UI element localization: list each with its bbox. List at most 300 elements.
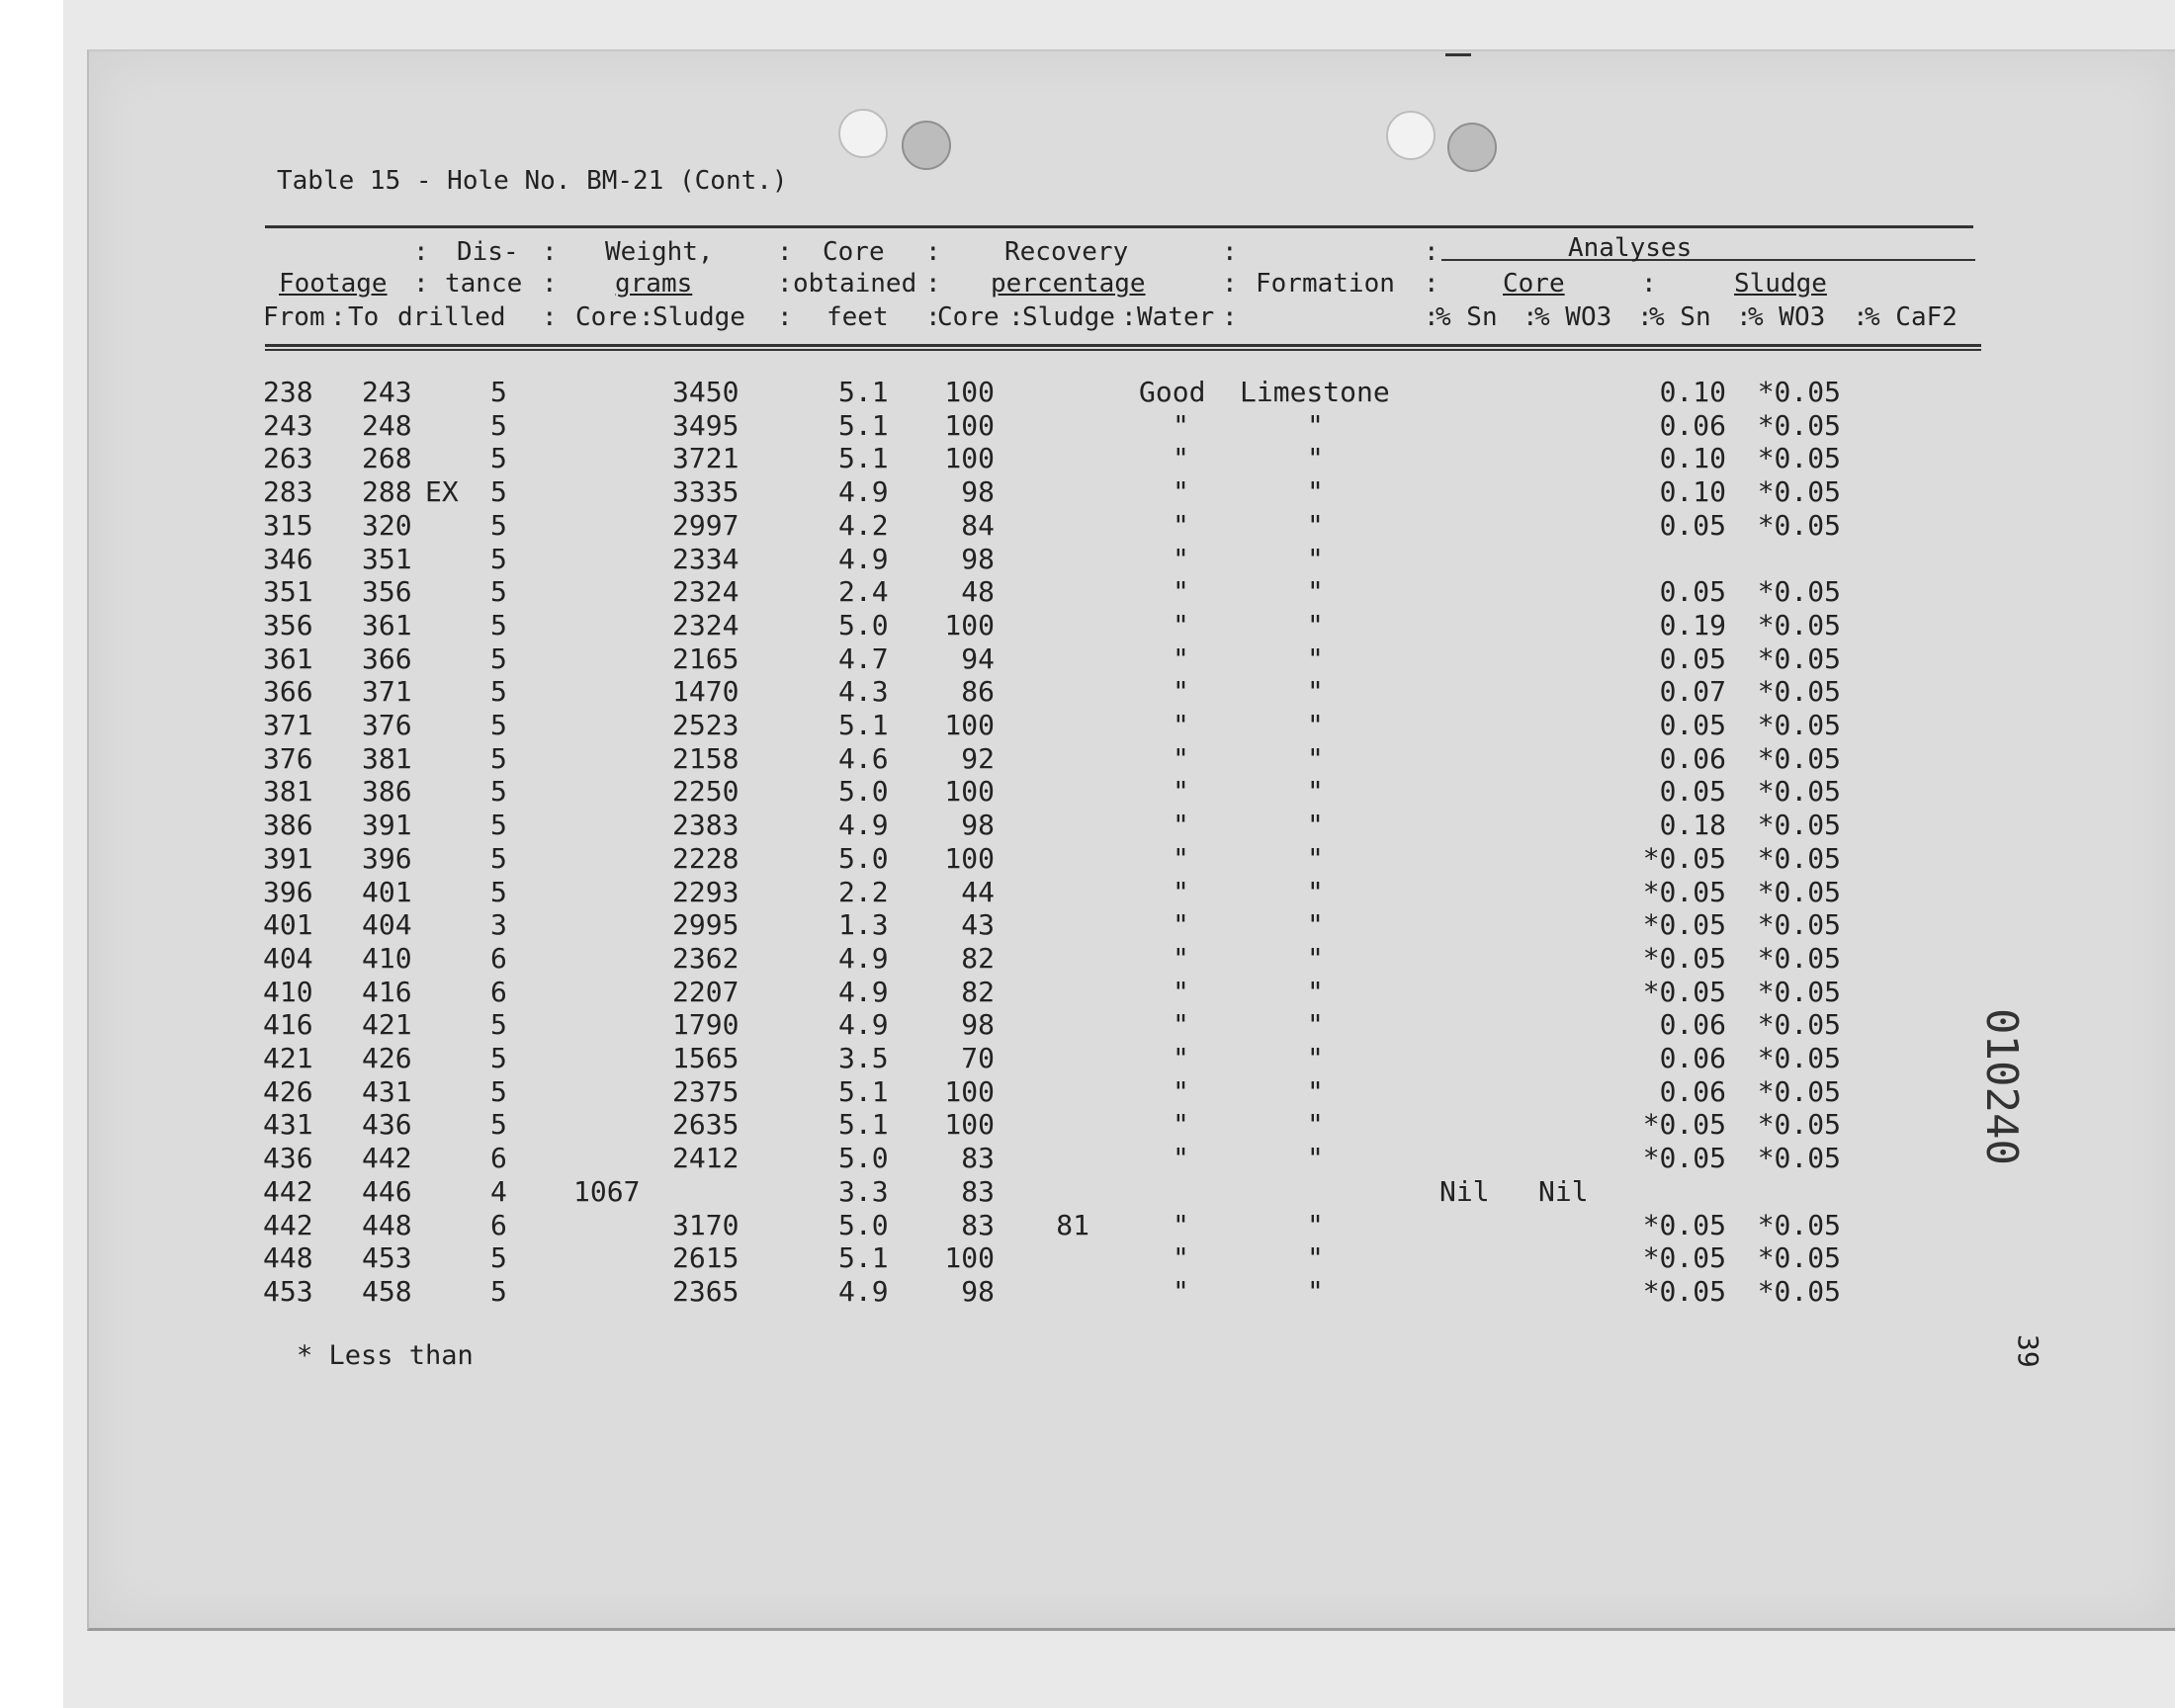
- cell-to: 386: [362, 775, 412, 809]
- cell-water: ": [1173, 1008, 1189, 1042]
- cell-wsludge: 2158: [672, 741, 740, 775]
- cell-feet: 5.1: [838, 376, 889, 408]
- cell-ssn: *0.05: [1642, 841, 1726, 875]
- cell-swo3: *0.05: [1757, 875, 1841, 908]
- cell-from: 243: [263, 408, 313, 442]
- cell-swo3: *0.05: [1757, 1274, 1841, 1308]
- cell-from: 416: [263, 1008, 313, 1042]
- cell-water: ": [1173, 741, 1189, 775]
- separator: :: [413, 237, 429, 267]
- page-number: 39: [2012, 1334, 2044, 1368]
- cell-swo3: *0.05: [1757, 841, 1841, 875]
- cell-from: 351: [263, 575, 313, 609]
- cell-to: 448: [362, 1208, 412, 1241]
- cell-formation: ": [1307, 475, 1324, 509]
- cell-feet: 4.9: [838, 542, 889, 575]
- cell-rcore: 100: [944, 709, 995, 741]
- separator: :: [777, 237, 793, 267]
- cell-feet: 4.2: [838, 508, 889, 542]
- cell-feet: 5.1: [838, 1108, 889, 1142]
- cell-formation: ": [1307, 709, 1324, 741]
- cell-swo3: *0.05: [1757, 1142, 1841, 1175]
- separator: :: [413, 269, 429, 299]
- cell-swo3: *0.05: [1757, 475, 1841, 509]
- cell-to: 426: [362, 1042, 412, 1074]
- cell-rcore: 48: [961, 575, 995, 609]
- cell-to: 243: [362, 376, 412, 408]
- header-sludge-wo3: % WO3: [1748, 302, 1826, 332]
- cell-feet: 5.0: [838, 1208, 889, 1241]
- cell-formation: ": [1307, 1074, 1324, 1108]
- punch-hole: [1386, 111, 1436, 160]
- cell-dist: 6: [490, 941, 507, 975]
- header-weight-sludge: Sludge: [652, 302, 745, 332]
- cell-formation: ": [1307, 442, 1324, 475]
- cell-dist: 6: [490, 1208, 507, 1241]
- cell-to: 366: [362, 641, 412, 675]
- cell-formation: ": [1307, 809, 1324, 842]
- separator: :: [1736, 302, 1752, 332]
- cell-to: 410: [362, 941, 412, 975]
- cell-rcore: 83: [961, 1208, 995, 1241]
- cell-feet: 2.4: [838, 575, 889, 609]
- cell-rcore: 92: [961, 741, 995, 775]
- scan-margin: [0, 0, 63, 1708]
- cell-from: 346: [263, 542, 313, 575]
- cell-feet: 4.7: [838, 641, 889, 675]
- cell-feet: 5.1: [838, 442, 889, 475]
- cell-feet: 3.3: [838, 1174, 889, 1208]
- cell-from: 453: [263, 1274, 313, 1308]
- cell-from: 381: [263, 775, 313, 809]
- cell-swo3: *0.05: [1757, 809, 1841, 842]
- cell-ex: EX: [425, 475, 459, 509]
- cell-ssn: 0.10: [1659, 442, 1726, 475]
- cell-to: 421: [362, 1008, 412, 1042]
- header-core-wo3: % WO3: [1534, 302, 1612, 332]
- cell-formation: ": [1307, 875, 1324, 908]
- separator: :: [777, 302, 793, 332]
- cell-rcore: 100: [944, 1108, 995, 1142]
- header-feet: feet: [826, 302, 889, 332]
- cell-dist: 5: [490, 675, 507, 709]
- header-obtained: obtained: [793, 269, 917, 299]
- cell-wsludge: 3335: [672, 475, 740, 509]
- cell-from: 391: [263, 841, 313, 875]
- cell-swo3: *0.05: [1757, 1241, 1841, 1275]
- cell-rcore: 98: [961, 1008, 995, 1042]
- cell-rcore: 86: [961, 675, 995, 709]
- cell-feet: 5.1: [838, 408, 889, 442]
- header-recovery: Recovery: [1004, 237, 1129, 267]
- cell-ssn: 0.06: [1659, 1074, 1726, 1108]
- header-bottom-rule-2: [265, 349, 1981, 351]
- cell-from: 315: [263, 508, 313, 542]
- cell-rcore: 83: [961, 1174, 995, 1208]
- cell-rcore: 100: [944, 841, 995, 875]
- separator: :: [330, 302, 346, 332]
- separator: :: [1008, 302, 1024, 332]
- header-top-rule: [265, 225, 1973, 228]
- cell-swo3: *0.05: [1757, 508, 1841, 542]
- cell-feet: 4.3: [838, 675, 889, 709]
- cell-ssn: 0.06: [1659, 408, 1726, 442]
- cell-water: ": [1173, 709, 1189, 741]
- cell-water: ": [1173, 1074, 1189, 1108]
- cell-rcore: 100: [944, 608, 995, 641]
- cell-to: 436: [362, 1108, 412, 1142]
- cell-water: ": [1173, 775, 1189, 809]
- cell-csn: Nil: [1439, 1174, 1490, 1208]
- cell-water: ": [1173, 1142, 1189, 1175]
- separator: :: [542, 237, 558, 267]
- cell-water: ": [1173, 841, 1189, 875]
- separator: :: [1222, 302, 1238, 332]
- cell-ssn: 0.19: [1659, 608, 1726, 641]
- cell-rcore: 100: [944, 408, 995, 442]
- cell-wsludge: 2165: [672, 641, 740, 675]
- cell-water: ": [1173, 608, 1189, 641]
- cell-feet: 1.3: [838, 908, 889, 942]
- cell-wsludge: 2228: [672, 841, 740, 875]
- header-weight-core: Core: [575, 302, 638, 332]
- cell-ssn: *0.05: [1642, 1274, 1726, 1308]
- cell-ssn: 0.18: [1659, 809, 1726, 842]
- cell-dist: 5: [490, 542, 507, 575]
- cell-from: 386: [263, 809, 313, 842]
- cell-wsludge: 2615: [672, 1241, 740, 1275]
- cell-dist: 5: [490, 1008, 507, 1042]
- cell-feet: 5.1: [838, 709, 889, 741]
- cell-ssn: *0.05: [1642, 875, 1726, 908]
- cell-rcore: 98: [961, 475, 995, 509]
- cell-from: 426: [263, 1074, 313, 1108]
- cell-ssn: 0.05: [1659, 641, 1726, 675]
- cell-dist: 5: [490, 475, 507, 509]
- cell-water: ": [1173, 1274, 1189, 1308]
- header-analyses-core: Core: [1503, 269, 1565, 299]
- separator: :: [1853, 302, 1869, 332]
- cell-ssn: 0.10: [1659, 376, 1726, 408]
- cell-water: ": [1173, 908, 1189, 942]
- cell-ssn: *0.05: [1642, 1208, 1726, 1241]
- cell-swo3: *0.05: [1757, 1074, 1841, 1108]
- cell-dist: 5: [490, 408, 507, 442]
- cell-swo3: *0.05: [1757, 408, 1841, 442]
- cell-wsludge: 2250: [672, 775, 740, 809]
- cell-ssn: 0.06: [1659, 1042, 1726, 1074]
- cell-formation: ": [1307, 775, 1324, 809]
- header-recovery-core: Core: [937, 302, 1000, 332]
- cell-wsludge: 2523: [672, 709, 740, 741]
- punch-hole: [838, 109, 888, 158]
- cell-dist: 5: [490, 741, 507, 775]
- cell-swo3: *0.05: [1757, 775, 1841, 809]
- cell-dist: 5: [490, 442, 507, 475]
- cell-formation: Limestone: [1240, 376, 1390, 408]
- header-core: Core: [823, 237, 885, 267]
- cell-ssn: 0.06: [1659, 1008, 1726, 1042]
- separator: :: [1637, 302, 1653, 332]
- cell-water: ": [1173, 1042, 1189, 1074]
- cell-swo3: *0.05: [1757, 376, 1841, 408]
- cell-wsludge: 1565: [672, 1042, 740, 1074]
- cell-swo3: *0.05: [1757, 709, 1841, 741]
- cell-dist: 3: [490, 908, 507, 942]
- cell-ssn: *0.05: [1642, 908, 1726, 942]
- header-grams: grams: [615, 269, 693, 299]
- cell-from: 442: [263, 1174, 313, 1208]
- cell-ssn: 0.06: [1659, 741, 1726, 775]
- cell-feet: 5.0: [838, 608, 889, 641]
- cell-to: 371: [362, 675, 412, 709]
- cell-water: ": [1173, 1108, 1189, 1142]
- cell-ssn: 0.05: [1659, 709, 1726, 741]
- cell-from: 401: [263, 908, 313, 942]
- header-analyses-sludge: Sludge: [1734, 269, 1827, 299]
- cell-water: ": [1173, 408, 1189, 442]
- punch-hole-shadow: [1447, 123, 1497, 172]
- cell-formation: ": [1307, 941, 1324, 975]
- cell-formation: ": [1307, 1042, 1324, 1074]
- cell-feet: 5.1: [838, 1241, 889, 1275]
- cell-from: 283: [263, 475, 313, 509]
- cell-feet: 4.6: [838, 741, 889, 775]
- cell-wsludge: 3721: [672, 442, 740, 475]
- cell-wsludge: 2375: [672, 1074, 740, 1108]
- cell-ssn: 0.07: [1659, 675, 1726, 709]
- cell-from: 396: [263, 875, 313, 908]
- cell-swo3: *0.05: [1757, 575, 1841, 609]
- cell-from: 361: [263, 641, 313, 675]
- cell-dist: 6: [490, 975, 507, 1008]
- cell-from: 238: [263, 376, 313, 408]
- cell-from: 263: [263, 442, 313, 475]
- cell-to: 320: [362, 508, 412, 542]
- cell-rcore: 98: [961, 1274, 995, 1308]
- cell-feet: 5.0: [838, 775, 889, 809]
- cell-wsludge: 2635: [672, 1108, 740, 1142]
- separator: :: [777, 269, 793, 299]
- cell-dist: 5: [490, 641, 507, 675]
- cell-feet: 2.2: [838, 875, 889, 908]
- cell-from: 448: [263, 1241, 313, 1275]
- cell-from: 404: [263, 941, 313, 975]
- cell-dist: 4: [490, 1174, 507, 1208]
- cell-rcore: 84: [961, 508, 995, 542]
- cell-swo3: *0.05: [1757, 908, 1841, 942]
- cell-feet: 4.9: [838, 809, 889, 842]
- cell-swo3: *0.05: [1757, 1208, 1841, 1241]
- header-weight: Weight,: [605, 237, 714, 267]
- cell-rcore: 44: [961, 875, 995, 908]
- cell-water: ": [1173, 941, 1189, 975]
- cell-formation: ": [1307, 508, 1324, 542]
- separator: :: [542, 269, 558, 299]
- cell-water: ": [1173, 1208, 1189, 1241]
- cell-from: 371: [263, 709, 313, 741]
- cell-wsludge: 2383: [672, 809, 740, 842]
- cell-ssn: *0.05: [1642, 1142, 1726, 1175]
- header-sludge-caf2: % CaF2: [1865, 302, 1958, 332]
- cell-wsludge: 2995: [672, 908, 740, 942]
- cell-swo3: *0.05: [1757, 1108, 1841, 1142]
- cell-from: 356: [263, 608, 313, 641]
- cell-water: ": [1173, 675, 1189, 709]
- cell-dist: 6: [490, 1142, 507, 1175]
- cell-to: 416: [362, 975, 412, 1008]
- cell-from: 376: [263, 741, 313, 775]
- separator: :: [925, 237, 941, 267]
- cell-rcore: 98: [961, 809, 995, 842]
- header-percentage: percentage: [991, 269, 1146, 299]
- analyses-underline: [1441, 259, 1975, 261]
- cell-formation: ": [1307, 1108, 1324, 1142]
- cell-wsludge: 2412: [672, 1142, 740, 1175]
- cell-formation: ": [1307, 1008, 1324, 1042]
- cell-rcore: 100: [944, 775, 995, 809]
- cell-to: 396: [362, 841, 412, 875]
- cell-cwo3: Nil: [1538, 1174, 1589, 1208]
- cell-water: ": [1173, 442, 1189, 475]
- separator: :: [925, 269, 941, 299]
- cell-dist: 5: [490, 1241, 507, 1275]
- cell-dist: 5: [490, 1042, 507, 1074]
- cell-wcore: 1067: [573, 1174, 641, 1208]
- header-core-sn: % Sn: [1436, 302, 1498, 332]
- cell-wsludge: 2997: [672, 508, 740, 542]
- cell-water: ": [1173, 508, 1189, 542]
- cell-water: ": [1173, 475, 1189, 509]
- cell-to: 401: [362, 875, 412, 908]
- cell-wsludge: 2334: [672, 542, 740, 575]
- cell-feet: 3.5: [838, 1042, 889, 1074]
- cell-to: 248: [362, 408, 412, 442]
- cell-wsludge: 1470: [672, 675, 740, 709]
- cell-rcore: 100: [944, 376, 995, 408]
- cell-ssn: 0.05: [1659, 575, 1726, 609]
- cell-to: 453: [362, 1241, 412, 1275]
- cell-water: Good: [1139, 376, 1206, 408]
- punch-hole-shadow: [902, 121, 951, 170]
- cell-rcore: 83: [961, 1142, 995, 1175]
- cell-dist: 5: [490, 1274, 507, 1308]
- cell-from: 421: [263, 1042, 313, 1074]
- cell-formation: ": [1307, 641, 1324, 675]
- header-to: To: [348, 302, 380, 332]
- cell-ssn: *0.05: [1642, 1108, 1726, 1142]
- cell-swo3: *0.05: [1757, 1042, 1841, 1074]
- cell-from: 436: [263, 1142, 313, 1175]
- cell-ssn: 0.05: [1659, 775, 1726, 809]
- footnote: * Less than: [297, 1340, 474, 1371]
- cell-to: 442: [362, 1142, 412, 1175]
- cell-to: 351: [362, 542, 412, 575]
- cell-dist: 5: [490, 1074, 507, 1108]
- header-analyses: Analyses: [1568, 233, 1693, 263]
- cell-wsludge: 2324: [672, 575, 740, 609]
- separator: :: [1424, 269, 1439, 299]
- cell-rcore: 94: [961, 641, 995, 675]
- separator: :: [1424, 237, 1439, 267]
- cell-dist: 5: [490, 608, 507, 641]
- cell-dist: 5: [490, 775, 507, 809]
- cell-feet: 5.1: [838, 1074, 889, 1108]
- separator: :: [1121, 302, 1137, 332]
- cell-dist: 5: [490, 575, 507, 609]
- cell-feet: 4.9: [838, 475, 889, 509]
- cell-wsludge: 3450: [672, 376, 740, 408]
- table-title: Table 15 - Hole No. BM-21 (Cont.): [277, 166, 788, 196]
- cell-ssn: 0.05: [1659, 508, 1726, 542]
- cell-to: 268: [362, 442, 412, 475]
- cell-ssn: *0.05: [1642, 1241, 1726, 1275]
- separator: :: [1222, 237, 1238, 267]
- cell-wsludge: 3170: [672, 1208, 740, 1241]
- cell-rsludge: 81: [1056, 1208, 1089, 1241]
- cell-feet: 4.9: [838, 975, 889, 1008]
- cell-water: ": [1173, 542, 1189, 575]
- cell-swo3: *0.05: [1757, 941, 1841, 975]
- cell-to: 288: [362, 475, 412, 509]
- header-from: From: [263, 302, 325, 332]
- cell-feet: 5.0: [838, 1142, 889, 1175]
- cell-rcore: 43: [961, 908, 995, 942]
- header-tance: tance: [445, 269, 523, 299]
- cell-swo3: *0.05: [1757, 641, 1841, 675]
- cell-water: ": [1173, 575, 1189, 609]
- cell-from: 442: [263, 1208, 313, 1241]
- separator: :: [1641, 269, 1657, 299]
- cell-wsludge: 2365: [672, 1274, 740, 1308]
- cell-swo3: *0.05: [1757, 741, 1841, 775]
- cell-from: 366: [263, 675, 313, 709]
- cell-from: 431: [263, 1108, 313, 1142]
- cell-from: 410: [263, 975, 313, 1008]
- cell-to: 381: [362, 741, 412, 775]
- separator: :: [925, 302, 941, 332]
- cell-formation: ": [1307, 1241, 1324, 1275]
- separator: :: [542, 302, 558, 332]
- cell-wsludge: 2324: [672, 608, 740, 641]
- cell-swo3: *0.05: [1757, 675, 1841, 709]
- cell-formation: ": [1307, 1274, 1324, 1308]
- cell-formation: ": [1307, 1142, 1324, 1175]
- side-stamp-number: 010240: [1976, 1008, 2027, 1165]
- cell-feet: 5.0: [838, 841, 889, 875]
- header-formation: Formation: [1256, 269, 1395, 299]
- cell-feet: 4.9: [838, 1008, 889, 1042]
- cell-swo3: *0.05: [1757, 442, 1841, 475]
- cell-feet: 4.9: [838, 941, 889, 975]
- cell-formation: ": [1307, 608, 1324, 641]
- header-bottom-rule: [265, 344, 1981, 347]
- cell-dist: 5: [490, 809, 507, 842]
- cell-ssn: *0.05: [1642, 941, 1726, 975]
- cell-dist: 5: [490, 841, 507, 875]
- separator: :: [1222, 269, 1238, 299]
- cell-dist: 5: [490, 709, 507, 741]
- cell-rcore: 98: [961, 542, 995, 575]
- cell-wsludge: 3495: [672, 408, 740, 442]
- cell-to: 361: [362, 608, 412, 641]
- cell-to: 376: [362, 709, 412, 741]
- cell-wsludge: 2207: [672, 975, 740, 1008]
- cell-rcore: 100: [944, 1074, 995, 1108]
- cell-wsludge: 1790: [672, 1008, 740, 1042]
- cell-to: 431: [362, 1074, 412, 1108]
- header-drilled: drilled: [397, 302, 506, 332]
